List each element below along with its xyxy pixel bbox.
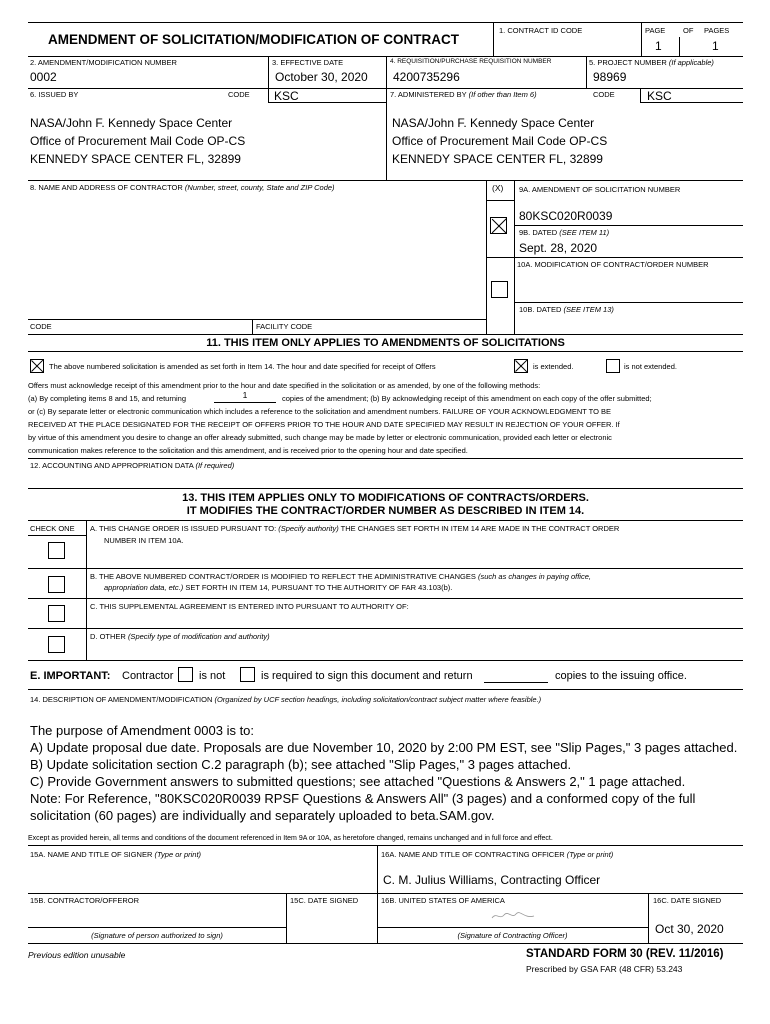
signer-15a-label: 15A. NAME AND TITLE OF SIGNER	[30, 850, 153, 859]
section-13-b-line-1a: B. THE ABOVE NUMBERED CONTRACT/ORDER IS MODIFIED TO REFLECT THE ADMINISTRATIVE CHANGES	[90, 572, 476, 581]
is-not-extended-label: is not extended.	[624, 362, 677, 371]
pages-label: PAGES	[704, 26, 730, 35]
x-column-label: (X)	[492, 183, 504, 193]
requisition-number-label: 4. REQUISITION/PURCHASE REQUISITION NUMBER	[390, 58, 552, 65]
description-line-1: The purpose of Amendment 0003 is to:	[30, 723, 255, 738]
of-label: OF	[683, 26, 694, 35]
page-label: PAGE	[645, 26, 666, 35]
effective-date-label: 3. EFFECTIVE DATE	[272, 58, 344, 67]
pages-value: 1	[712, 39, 719, 53]
section-13-a-checkbox[interactable]	[48, 542, 65, 559]
section-11-line-7: communication makes reference to the solicitation and this amendment, and is received prior to the opening hour and date specified.	[28, 446, 468, 455]
section-13-d-checkbox[interactable]	[48, 636, 65, 653]
copies-to-label: copies to the issuing office.	[555, 670, 687, 682]
amendment-solicitation-number-label: 9A. AMENDMENT OF SOLICITATION NUMBER	[519, 185, 681, 194]
amendment-number-label: 2. AMENDMENT/MODIFICATION NUMBER	[30, 58, 177, 67]
requisition-number-value: 4200735296	[393, 70, 460, 84]
section-11-line-4: or (c) By separate letter or electronic communication which includes a reference to the solicitation and amendment numbers. FAILURE OF YOUR ACKNOWLEDGMENT TO BE	[28, 407, 612, 416]
section-11-line-6: by virtue of this amendment you desire to change an offer already submitted, such change may be made by letter or electronic communication, provided each letter or electronic	[28, 433, 612, 442]
section-11-line-5: RECEIVED AT THE PLACE DESIGNATED FOR THE RECEIPT OF OFFERS PRIOR TO THE HOUR AND DATE SPECIFIED MAY RESULT IN REJECTION OF YOUR OFFER. If	[28, 420, 620, 429]
description-line-3: B) Update solicitation section C.2 paragraph (b); see attached "Slip Pages," 3 pages attached.	[30, 757, 572, 772]
issued-by-label: 6. ISSUED BY	[30, 90, 79, 99]
administered-by-address-1: NASA/John F. Kennedy Space Center	[392, 116, 595, 130]
issued-by-address-2: Office of Procurement Mail Code OP-CS	[30, 134, 246, 148]
administered-by-code-value: KSC	[647, 89, 672, 103]
section-13-a-line-1a: A. THIS CHANGE ORDER IS ISSUED PURSUANT TO:	[90, 524, 277, 533]
section-13-b-note-1: (such as changes in paying office,	[478, 572, 591, 581]
important-label: E. IMPORTANT:	[30, 670, 111, 682]
see-item-11-note: (SEE ITEM 11)	[559, 228, 610, 237]
form-title: AMENDMENT OF SOLICITATION/MODIFICATION OF CONTRACT	[48, 32, 459, 47]
section-11-title: 11. THIS ITEM ONLY APPLIES TO AMENDMENTS OF SOLICITATIONS	[206, 337, 565, 349]
section-13-c-checkbox[interactable]	[48, 605, 65, 622]
form-name: STANDARD FORM 30 (REV. 11/2016)	[526, 948, 724, 960]
issued-by-address-1: NASA/John F. Kennedy Space Center	[30, 116, 233, 130]
issued-by-address-3: KENNEDY SPACE CENTER FL, 32899	[30, 152, 241, 166]
section-11-line-1: The above numbered solicitation is amended as set forth in Item 14. The hour and date specified for receipt of Offers	[49, 362, 436, 371]
administered-by-label: 7. ADMINISTERED BY	[390, 90, 467, 99]
is-extended-checkbox[interactable]	[514, 359, 528, 373]
dated-9b-value: Sept. 28, 2020	[519, 241, 598, 255]
section-11-line-3b: copies of the amendment; (b) By acknowledging receipt of this amendment on each copy of the offer submitted;	[282, 394, 652, 403]
administered-by-address-2: Office of Procurement Mail Code OP-CS	[392, 134, 608, 148]
section-9-checkbox[interactable]	[490, 217, 507, 234]
contractor-name-label: 8. NAME AND ADDRESS OF CONTRACTOR	[30, 183, 183, 192]
accounting-note: (If required)	[195, 461, 235, 470]
see-item-13-note: (SEE ITEM 13)	[563, 305, 614, 314]
officer-name-value: C. M. Julius Williams, Contracting Officer	[383, 873, 601, 887]
project-number-label: 5. PROJECT NUMBER	[589, 58, 667, 67]
page-value: 1	[655, 39, 662, 53]
is-not-label: is not	[199, 670, 226, 682]
dated-10b-label: 10B. DATED	[519, 305, 562, 314]
date-15c-label: 15C. DATE SIGNED	[290, 896, 359, 905]
is-extended-label: is extended.	[533, 362, 574, 371]
section-13-d-note: (Specify type of modification and authority)	[127, 632, 270, 641]
section-10-checkbox[interactable]	[491, 281, 508, 298]
is-not-extended-checkbox[interactable]	[606, 359, 620, 373]
section-13-d-line: D. OTHER	[90, 632, 126, 641]
is-required-label: is required to sign this document and return	[261, 670, 473, 682]
prescribed-by: Prescribed by GSA FAR (48 CFR) 53.243	[526, 964, 683, 974]
sig-officer-label: (Signature of Contracting Officer)	[457, 931, 568, 940]
section-14-label: 14. DESCRIPTION OF AMENDMENT/MODIFICATION	[30, 695, 213, 704]
previous-edition-note: Previous edition unusable	[28, 950, 126, 960]
project-number-note: (If applicable)	[668, 58, 714, 67]
administered-by-address-3: KENNEDY SPACE CENTER FL, 32899	[392, 152, 603, 166]
section-13-title-2: IT MODIFIES THE CONTRACT/ORDER NUMBER AS DESCRIBED IN ITEM 14.	[186, 505, 585, 517]
is-required-checkbox[interactable]	[240, 667, 255, 682]
amendment-number-value: 0002	[30, 70, 57, 84]
solicitation-number-value: 80KSC020R0039	[519, 209, 613, 223]
section-13-b-note-2: appropriation data, etc.)	[104, 583, 184, 592]
issued-by-code-label: CODE	[228, 90, 250, 99]
date-16c-value: Oct 30, 2020	[655, 922, 724, 936]
contractor-name-note: (Number, street, county, State and ZIP Code)	[184, 183, 335, 192]
amended-checkbox[interactable]	[30, 359, 44, 373]
accounting-label: 12. ACCOUNTING AND APPROPRIATION DATA	[30, 461, 194, 470]
modification-contract-number-label: 10A. MODIFICATION OF CONTRACT/ORDER NUMBER	[517, 260, 709, 269]
administered-by-note: (If other than Item 6)	[468, 90, 537, 99]
section-13-a-line-1b: THE CHANGES SET FORTH IN ITEM 14 ARE MADE IN THE CONTRACT ORDER	[340, 524, 620, 533]
section-11-line-2: Offers must acknowledge receipt of this amendment prior to the hour and date specified in the solicitation or as amended, by one of the following methods:	[28, 381, 541, 390]
facility-code-label: FACILITY CODE	[256, 322, 313, 331]
check-one-label: CHECK ONE	[30, 524, 75, 533]
section-14-note: (Organized by UCF section headings, including solicitation/contract subject matter where feasible.)	[214, 695, 542, 704]
contract-id-code-label: 1. CONTRACT ID CODE	[499, 26, 583, 35]
officer-signature-mark	[490, 910, 536, 922]
usa-16b-label: 16B. UNITED STATES OF AMERICA	[381, 896, 505, 905]
project-number-value: 98969	[593, 70, 627, 84]
effective-date-value: October 30, 2020	[275, 70, 368, 84]
contractor-code-label: CODE	[30, 322, 52, 331]
dated-9b-label: 9B. DATED	[519, 228, 558, 237]
sig-person-label: (Signature of person authorized to sign)	[91, 931, 223, 940]
section-13-a-note: (Specify authority)	[278, 524, 339, 533]
section-13-b-checkbox[interactable]	[48, 576, 65, 593]
important-contractor: Contractor	[122, 670, 174, 682]
date-16c-label: 16C. DATE SIGNED	[653, 896, 722, 905]
section-11-line-3a: (a) By completing items 8 and 15, and returning	[28, 394, 187, 403]
section-13-b-line-2b: SET FORTH IN ITEM 14, PURSUANT TO THE AUTHORITY OF FAR 43.103(b).	[185, 583, 453, 592]
description-line-2: A) Update proposal due date. Proposals are due November 10, 2020 by 2:00 PM EST, see "Slip Pages," 3 pages attached.	[30, 740, 738, 755]
signer-type-note: (Type or print)	[154, 850, 202, 859]
description-line-4: C) Provide Government answers to submitted questions; see attached "Questions & Answers 2," 1 page attached.	[30, 774, 686, 789]
description-line-6: solicitation (60 pages) are individually and separately uploaded to beta.SAM.gov.	[30, 808, 495, 823]
officer-16a-label: 16A. NAME AND TITLE OF CONTRACTING OFFICER	[381, 850, 565, 859]
is-not-checkbox[interactable]	[178, 667, 193, 682]
copies-count-value: 1	[242, 390, 248, 400]
officer-type-note: (Type or print)	[566, 850, 614, 859]
contractor-15b-label: 15B. CONTRACTOR/OFFEROR	[30, 896, 140, 905]
issued-by-code-value: KSC	[274, 89, 299, 103]
section-13-title-1: 13. THIS ITEM APPLIES ONLY TO MODIFICATIONS OF CONTRACTS/ORDERS.	[182, 492, 589, 504]
except-text: Except as provided herein, all terms and conditions of the document referenced in Item 9A or 10A, as heretofore changed, remains unchanged and in full force and effect.	[28, 835, 553, 842]
section-13-c-line: C. THIS SUPPLEMENTAL AGREEMENT IS ENTERED INTO PURSUANT TO AUTHORITY OF:	[90, 602, 409, 611]
administered-by-code-label: CODE	[593, 90, 615, 99]
section-13-a-line-2: NUMBER IN ITEM 10A.	[104, 536, 184, 545]
description-line-5: Note: For Reference, "80KSC020R0039 RPSF Questions & Answers All" (3 pages) and a conformed copy of the full	[30, 791, 696, 806]
